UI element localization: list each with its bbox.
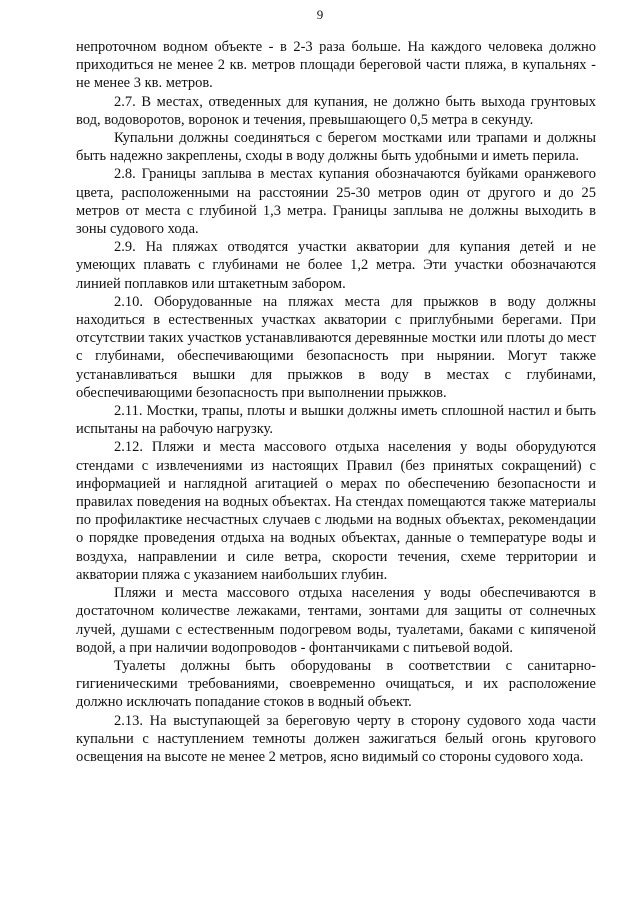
paragraph-2-12: 2.12. Пляжи и места массового отдыха населения у воды оборудуются стендами с извлечениями из настоящих Правил (без принятых сокращений) с информацией и наглядной агитацией о мерах по обеспечению безопасности и правилах поведения на водных объектах. На стендах помещаются также материалы по профилактике несчастных случаев с людьми на водных объектах, рекомендации о порядке проведения отдыха на водных объектах, данные о температуре воды и воздуха, направлении и силе ветра, скорости течения, схеме территории и акватории пляжа с указанием наибольших глубин. [76,439,596,583]
paragraph-continuation: непроточном водном объекте - в 2-3 раза больше. На каждого человека должно приходиться не менее 2 кв. метров площади береговой части пляжа, в купальнях - не менее 3 кв. метров. [76,39,596,92]
paragraph-2-10: 2.10. Оборудованные на пляжах места для прыжков в воду должны находиться в естественных участках акватории с приглубными берегами. При отсутствии таких участков устанавливаются деревянные мостки или плоты до мест с глубинами, обеспечивающими безопасность при нырянии. Могут также устанавливаться вышки для прыжков в воду в местах с глубинами, обеспечивающими безопасность при выполнении прыжков. [76,293,596,401]
paragraph-2-7: 2.7. В местах, отведенных для купания, не должно быть выхода грунтовых вод, водоворотов, воронок и течения, превышающего 0,5 метра в секунду. [76,93,596,128]
paragraph-bathing-pier: Купальни должны соединяться с берегом мостками или трапами и должны быть надежно закреплены, сходы в воду должны быть удобными и иметь перила. [76,130,596,165]
page-number: 9 [316,7,324,22]
paragraph-toilets: Туалеты должны быть оборудованы в соответствии с санитарно-гигиеническими требованиями, своевременно очищаться, и их расположение должно исключать попадание стоков в водный объект. [76,657,596,711]
paragraph-2-11: 2.11. Мостки, трапы, плоты и вышки должны иметь сплошной настил и быть испытаны на рабочую нагрузку. [76,403,596,438]
document-body [76,38,596,766]
paragraph-beach-equipment: Пляжи и места массового отдыха населения у воды обеспечиваются в достаточном количестве лежаками, тентами, зонтами для защиты от солнечных лучей, душами с естественным подогревом воды, туалетами, баками с кипяченой водой, а при наличии водопроводов - фонтанчиками с питьевой водой. [76,585,596,656]
paragraph-2-8: 2.8. Границы заплыва в местах купания обозначаются буйками оранжевого цвета, расположенными на расстоянии 25-30 метров один от другого и до 25 метров от места с глубиной 1,3 метра. Границы заплыва не должны выходить в зоны судового хода. [76,166,596,238]
paragraph-2-9: 2.9. На пляжах отводятся участки акватории для купания детей и не умеющих плавать с глубинами не более 1,2 метра. Эти участки обозначаются линией поплавков или штакетным забором. [76,239,596,292]
paragraph-2-13: 2.13. На выступающей за береговую черту в сторону судового хода части купальни с наступлением темноты должен зажигаться белый огонь кругового освещения на высоте не менее 2 метров, ясно видимый со стороны судового хода. [76,712,596,765]
